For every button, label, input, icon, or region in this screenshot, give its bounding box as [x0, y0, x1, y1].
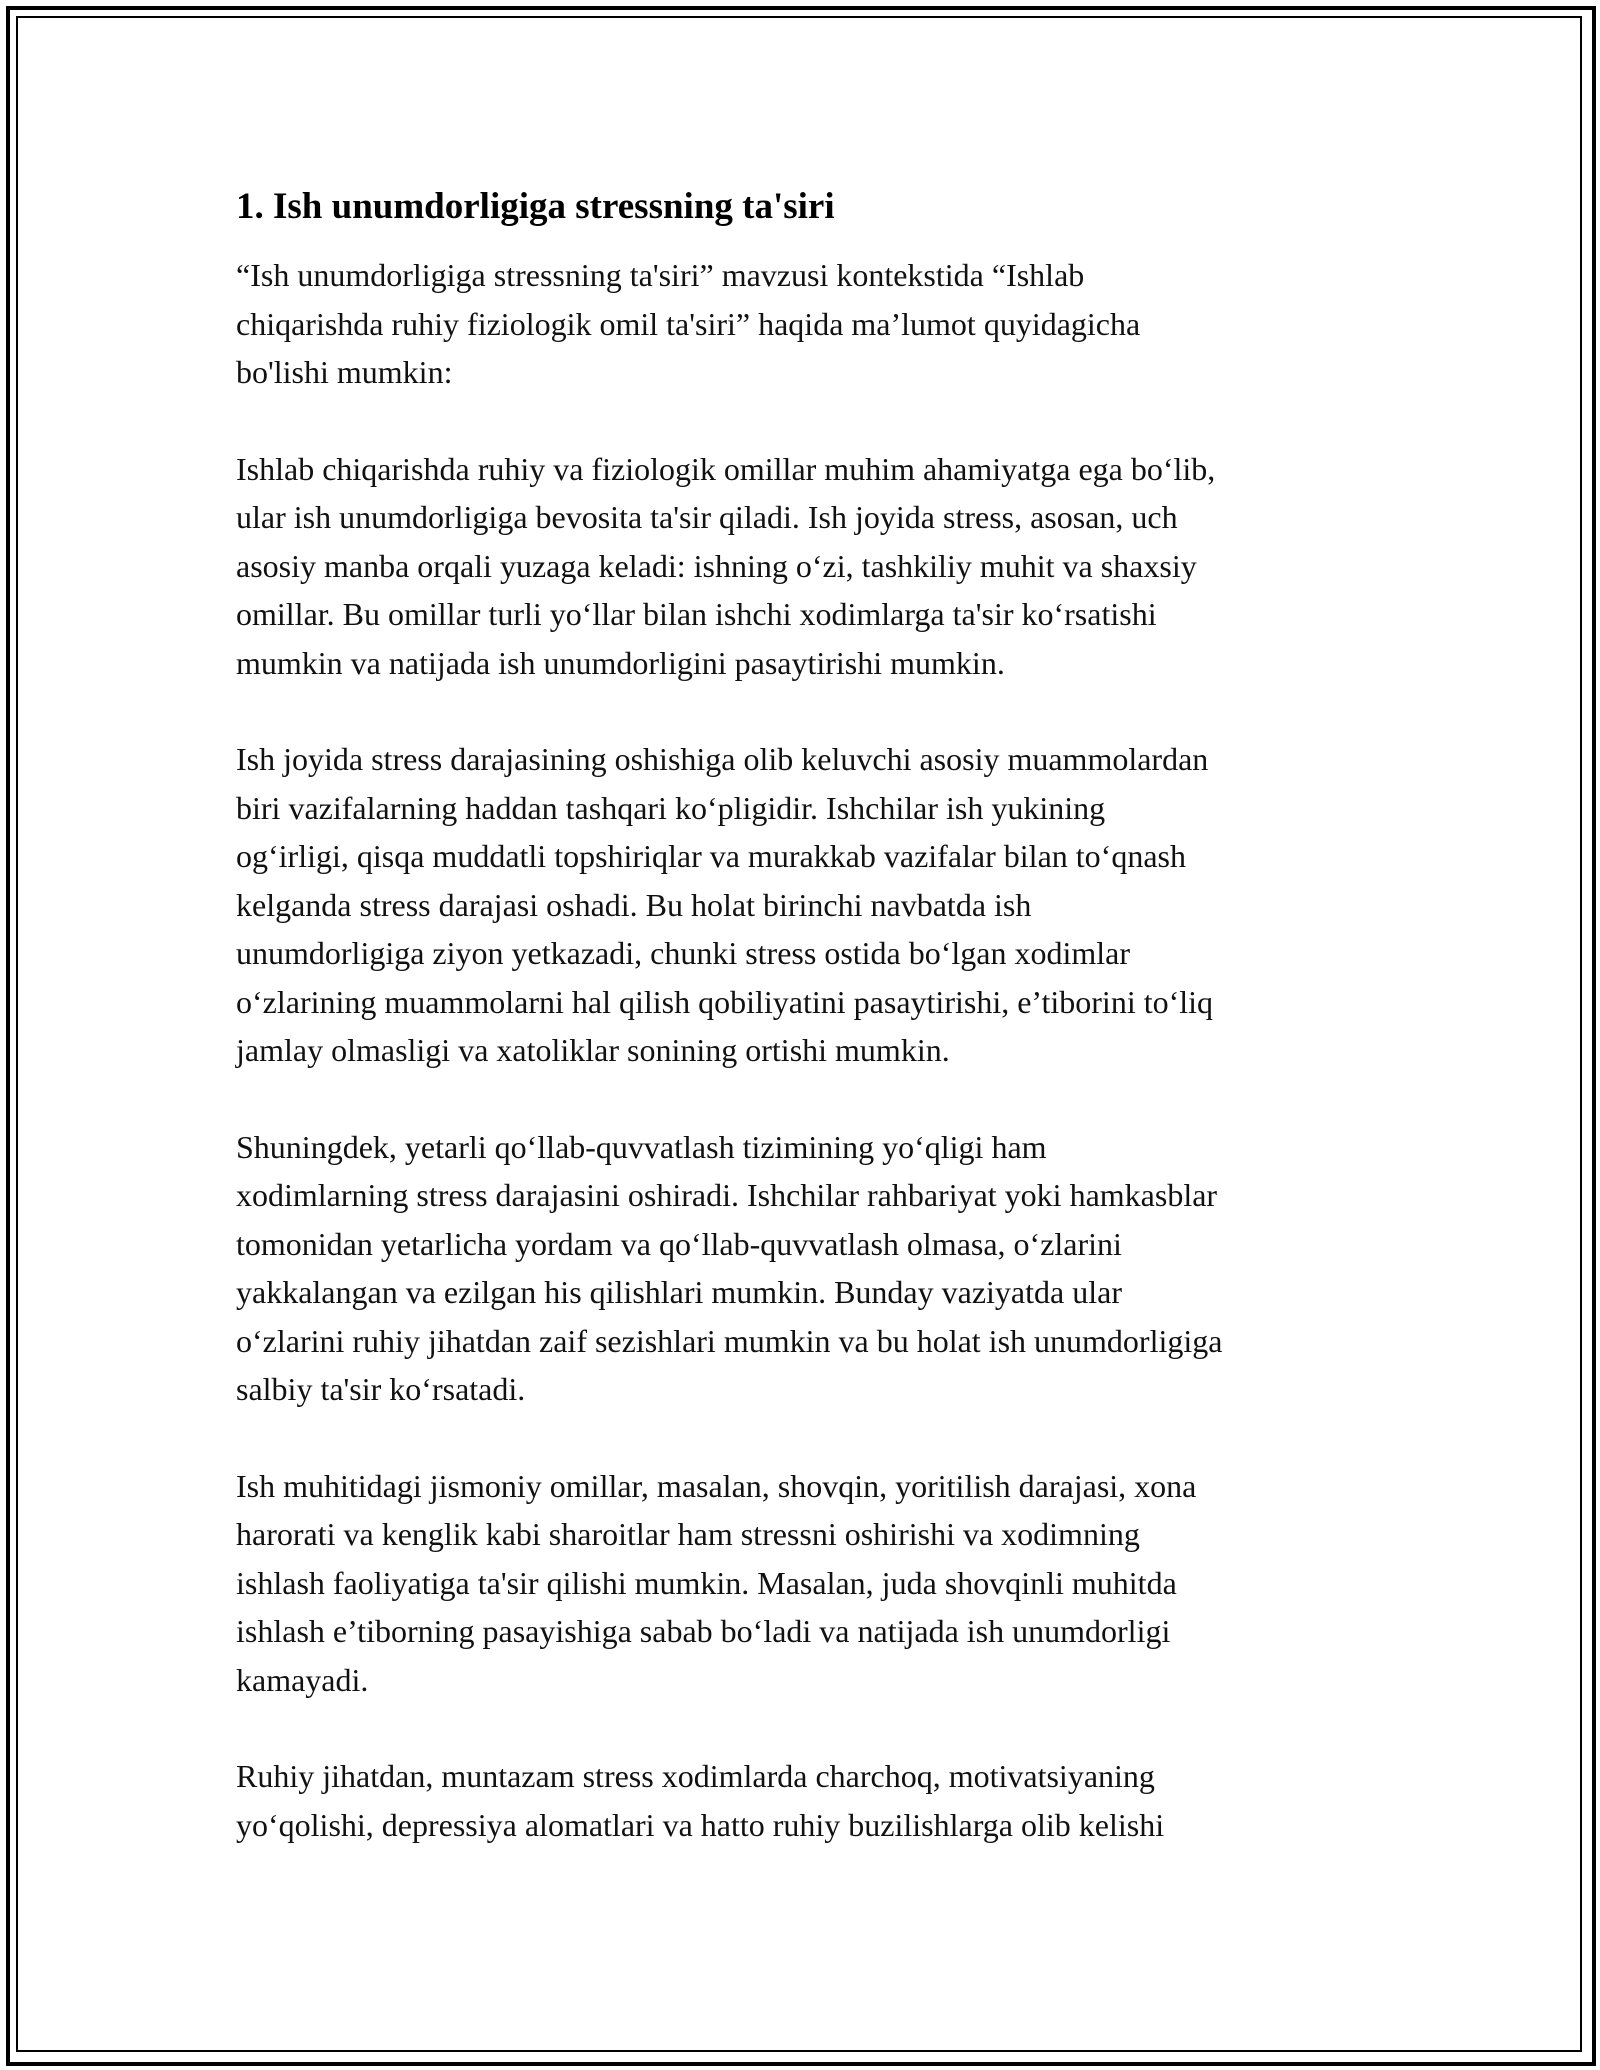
paragraph-psychological — [236, 1752, 1386, 1849]
text-line: ogʻirligi, qisqa muddatli topshiriqlar va murakkab vazifalar bilan toʻqnash — [236, 838, 1186, 874]
text-line: unumdorligiga ziyon yetkazadi, chunki stress ostida boʻlgan xodimlar — [236, 935, 1131, 971]
text-line: Ishlab chiqarishda ruhiy va fiziologik omillar muhim ahamiyatga ega boʻlib, — [236, 450, 1216, 487]
text-line: kamayadi. — [236, 1661, 369, 1698]
text-line: omillar. Bu omillar turli yoʻllar bilan ishchi xodimlarga ta'sir koʻrsatishi — [236, 596, 1157, 632]
text-line: yakkalangan va ezilgan his qilishlari mumkin. Bunday vaziyatda ular — [236, 1274, 1122, 1310]
text-line: tomonidan yetarlicha yordam va qoʻllab-quvvatlash olmasa, oʻzlarini — [236, 1225, 1122, 1262]
text-line: Ish joyida stress darajasining oshishiga olib keluvchi asosiy muammolardan — [236, 741, 1209, 777]
document-body — [236, 185, 1386, 1897]
paragraph-intro — [236, 251, 1386, 397]
text-line: mumkin va natijada ish unumdorligini pasaytirishi mumkin. — [236, 644, 1005, 681]
text-line: ishlash e’tiborning pasayishiga sabab boʻladi va natijada ish unumdorligi — [236, 1613, 1171, 1649]
text-line: chiqarishda ruhiy fiziologik omil ta'siri” haqida ma’lumot quyidagicha — [236, 305, 1141, 342]
text-line: xodimlarning stress darajasini oshiradi. Ishchilar rahbariyat yoki hamkasblar — [236, 1177, 1218, 1213]
text-line: ular ish unumdorligiga bevosita ta'sir qiladi. Ish joyida stress, asosan, uch — [236, 499, 1178, 535]
paragraph-factors — [236, 445, 1386, 688]
text-line: bo'lishi mumkin: — [236, 354, 453, 390]
paragraph-support — [236, 1123, 1386, 1414]
text-line: ishlash faoliyatiga ta'sir qilishi mumkin. Masalan, juda shovqinli muhitda — [236, 1564, 1177, 1601]
text-line: Ish muhitidagi jismoniy omillar, masalan, shovqin, yoritilish darajasi, xona — [236, 1467, 1197, 1504]
paragraph-workload — [236, 735, 1386, 1075]
text-line: “Ish unumdorligiga stressning ta'siri” mavzusi kontekstida “Ishlab — [236, 257, 1085, 293]
text-line: kelganda stress darajasi oshadi. Bu holat birinchi navbatda ish — [236, 886, 1032, 923]
text-line: asosiy manba orqali yuzaga keladi: ishning oʻzi, tashkiliy muhit va shaxsiy — [236, 547, 1197, 584]
text-line: Shuningdek, yetarli qoʻllab-quvvatlash tizimining yoʻqligi ham — [236, 1128, 1047, 1165]
text-line: Ruhiy jihatdan, muntazam stress xodimlarda charchoq, motivatsiyaning — [236, 1758, 1155, 1794]
text-line: oʻzlarini ruhiy jihatdan zaif sezishlari mumkin va bu holat ish unumdorligiga — [236, 1322, 1223, 1359]
text-line: biri vazifalarning haddan tashqari koʻpligidir. Ishchilar ish yukining — [236, 789, 1106, 826]
text-line: yoʻqolishi, depressiya alomatlari va hatto ruhiy buzilishlarga olib kelishi — [236, 1806, 1165, 1843]
text-line: oʻzlarining muammolarni hal qilish qobiliyatini pasaytirishi, e’tiborini toʻliq — [236, 983, 1214, 1020]
paragraph-physical-factors — [236, 1462, 1386, 1705]
text-line: harorati va kenglik kabi sharoitlar ham stressni oshirishi va xodimning — [236, 1516, 1140, 1552]
text-line: jamlay olmasligi va xatoliklar sonining ortishi mumkin. — [236, 1032, 950, 1068]
section-heading: 1. Ish unumdorligiga stressning ta'siri — [236, 186, 835, 227]
text-line: salbiy ta'sir koʻrsatadi. — [236, 1371, 526, 1407]
